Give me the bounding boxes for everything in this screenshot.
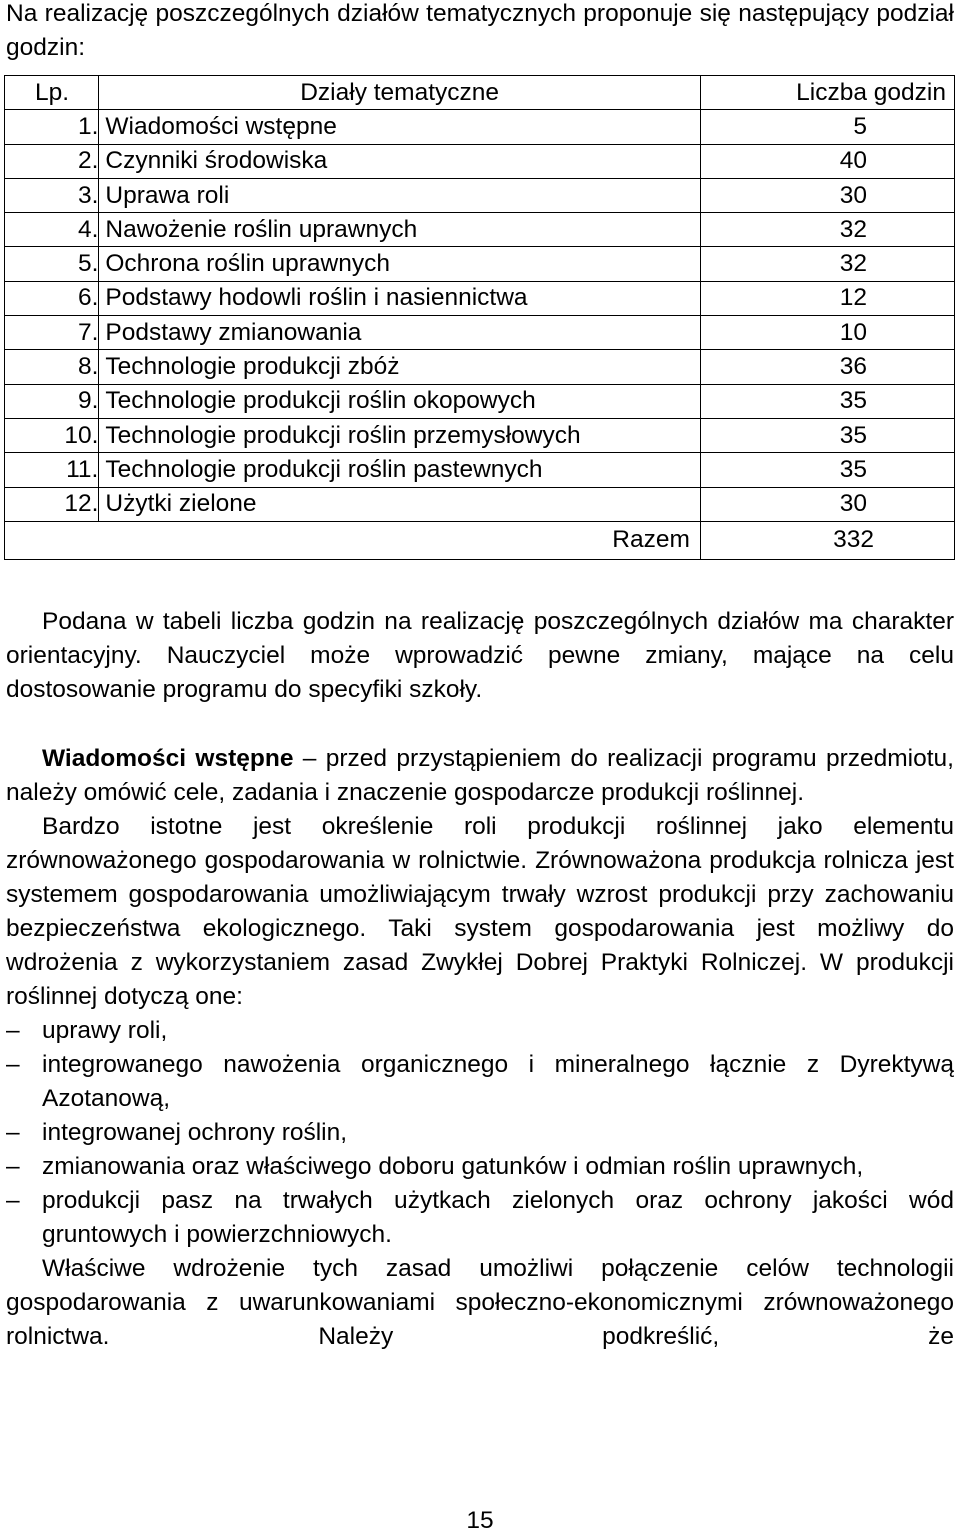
principles-list <box>6 1014 954 1252</box>
dash-marker: – <box>6 1187 20 1214</box>
list-item-text: integrowanego nawożenia organicznego i mineralnego łącznie z Dyrektywą Azotanową, <box>42 1051 954 1112</box>
row-hours: 35 <box>700 418 954 452</box>
table-header-row <box>5 76 955 110</box>
row-lp: 1. <box>77 112 99 140</box>
table-row <box>5 487 955 521</box>
table-total-row <box>5 521 955 559</box>
table-row <box>5 418 955 452</box>
hours-table <box>4 75 955 560</box>
row-hours: 35 <box>700 384 954 418</box>
list-item <box>6 1116 954 1150</box>
row-name: Podstawy zmianowania <box>99 316 701 350</box>
section-body <box>6 742 954 1354</box>
table-row <box>5 247 955 281</box>
table-row <box>5 281 955 315</box>
row-hours: 30 <box>700 487 954 521</box>
row-name: Technologie produkcji roślin okopowych <box>99 384 701 418</box>
row-lp: 5. <box>77 250 99 278</box>
section-paragraph-2: Bardzo istotne jest określenie roli produkcji roślinnej jako elementu zrównoważonego gospodarowania w rolnictwie. Zrównoważona produkcja rolnicza jest systemem gospodarowania umożliwiającym trwały wzrost produkcji przy zachowaniu bezpieczeństwa ekologicznego. Taki system gospodarowania jest możliwy do wdrożenia z wykorzystaniem zasad Zwykłej Dobrej Praktyki Rolniczej. W produkcji roślinnej dotyczą one: <box>6 813 954 1010</box>
row-lp: 6. <box>77 284 99 312</box>
table-row <box>5 453 955 487</box>
list-item <box>6 1184 954 1252</box>
row-name: Wiadomości wstępne <box>99 110 701 144</box>
list-item-text: uprawy roli, <box>42 1017 168 1044</box>
list-item <box>6 1048 954 1116</box>
row-hours: 5 <box>700 110 954 144</box>
header-lp: Lp. <box>35 78 70 106</box>
table-row <box>5 110 955 144</box>
row-hours: 12 <box>700 281 954 315</box>
row-lp: 7. <box>77 318 99 346</box>
dash-marker: – <box>6 1119 20 1146</box>
note-text: Podana w tabeli liczba godzin na realizację poszczególnych działów ma charakter orientacyjny. Nauczyciel może wprowadzić pewne zmiany, mające na celu dostosowanie programu do specyfiki szkoły. <box>6 608 954 703</box>
row-name: Technologie produkcji zbóż <box>99 350 701 384</box>
list-item <box>6 1014 954 1048</box>
list-item-text: zmianowania oraz właściwego doboru gatunków i odmian roślin uprawnych, <box>42 1153 864 1180</box>
row-lp: 2. <box>77 147 99 175</box>
table-row <box>5 384 955 418</box>
section-paragraph-1 <box>6 742 954 810</box>
row-lp: 12. <box>64 490 99 518</box>
list-item <box>6 1150 954 1184</box>
row-lp: 4. <box>77 215 99 243</box>
table-row <box>5 213 955 247</box>
section-heading: Wiadomości wstępne <box>42 745 294 772</box>
table-row <box>5 178 955 212</box>
total-label: Razem <box>5 521 701 559</box>
list-item-text: produkcji pasz na trwałych użytkach zielonych oraz ochrony jakości wód gruntowych i powierzchniowych. <box>42 1187 954 1248</box>
row-hours: 32 <box>700 247 954 281</box>
row-name: Ochrona roślin uprawnych <box>99 247 701 281</box>
row-hours: 40 <box>700 144 954 178</box>
total-hours: 332 <box>700 521 954 559</box>
row-hours: 32 <box>700 213 954 247</box>
intro-paragraph: Na realizację poszczególnych działów tematycznych proponuje się następujący podział godzin: <box>6 0 954 61</box>
table-row <box>5 350 955 384</box>
row-hours: 36 <box>700 350 954 384</box>
row-name: Uprawa roli <box>99 178 701 212</box>
dash-marker: – <box>6 1051 20 1078</box>
row-name: Nawożenie roślin uprawnych <box>99 213 701 247</box>
row-hours: 10 <box>700 316 954 350</box>
dash-marker: – <box>6 1017 20 1044</box>
table-row <box>5 316 955 350</box>
row-lp: 3. <box>77 181 99 209</box>
row-hours: 30 <box>700 178 954 212</box>
dash-marker: – <box>6 1153 20 1180</box>
row-name: Technologie produkcji roślin przemysłowych <box>99 418 701 452</box>
table-row <box>5 144 955 178</box>
row-name: Podstawy hodowli roślin i nasiennictwa <box>99 281 701 315</box>
header-name: Działy tematyczne <box>99 76 701 110</box>
row-name: Technologie produkcji roślin pastewnych <box>99 453 701 487</box>
header-hours: Liczba godzin <box>700 76 954 110</box>
row-name: Użytki zielone <box>99 487 701 521</box>
section-paragraph-3: Właściwe wdrożenie tych zasad umożliwi połączenie celów technologii gospodarowania z uwarunkowaniami społeczno-ekonomicznymi zrównoważonego rolnictwa. Należy podkreślić, że <box>6 1255 954 1350</box>
row-lp: 9. <box>77 387 99 415</box>
row-name: Czynniki środowiska <box>99 144 701 178</box>
list-item-text: integrowanej ochrony roślin, <box>42 1119 348 1146</box>
row-hours: 35 <box>700 453 954 487</box>
row-lp: 8. <box>77 353 99 381</box>
note-paragraph <box>6 605 954 707</box>
row-lp: 11. <box>66 455 99 483</box>
page-number: 15 <box>466 1507 494 1534</box>
row-lp: 10. <box>64 421 99 449</box>
section-p1-text: – przed przystąpieniem do realizacji programu przedmiotu, należy omówić cele, zadania i znaczenie gospodarcze produkcji roślinnej. <box>6 745 954 806</box>
